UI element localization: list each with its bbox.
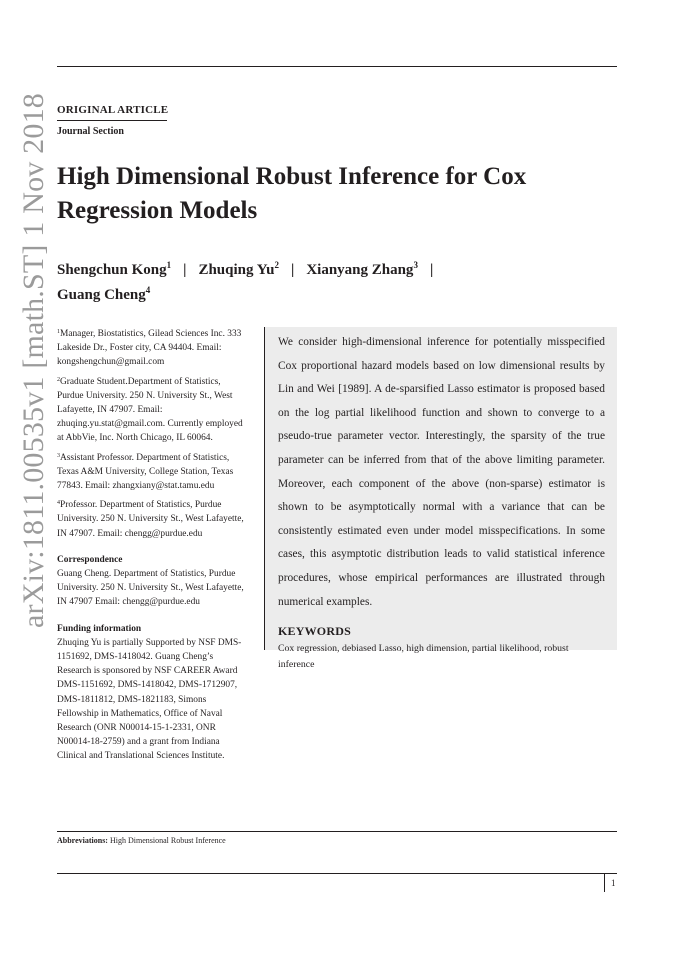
affiliation xyxy=(57,327,249,370)
affiliations-column xyxy=(57,327,249,764)
author-separator: | xyxy=(291,262,295,278)
journal-section: Journal Section xyxy=(57,126,124,137)
abbreviations-label: Abbreviations: xyxy=(57,836,108,845)
article-type-underline xyxy=(57,120,167,121)
affiliation-sup: 4 xyxy=(57,500,60,507)
abbreviations-line xyxy=(57,836,226,845)
footer-rule-lower xyxy=(57,873,617,874)
funding-heading: Funding information xyxy=(57,623,142,634)
correspondence-text: Guang Cheng. Department of Statistics, Purdue University. 250 N. University St., West Lafayette, IN 47907 Email: chengg@purdue.edu xyxy=(57,569,244,608)
funding-text: Zhuqing Yu is partially Supported by NSF DMS-1151692, DMS-1418042. Guang Cheng’s Research is sponsored by NSF CAREER Award DMS-1151692, DMS-1418042, DMS-1712907, DMS-1811812, DMS-1821183, Simons Fellowship in Mathematics, Office of Naval Research (ONR N00014-15-1-2331, ONR N00014-18-2759) and a grant from Indiana Clinical and Translational Sciences Institute. xyxy=(57,637,242,762)
top-rule xyxy=(57,66,617,67)
author-sup: 1 xyxy=(166,260,172,270)
author-name[interactable]: Xianyang Zhang xyxy=(306,262,414,278)
affiliation-text: Manager, Biostatistics, Gilead Sciences Inc. 333 Lakeside Dr., Foster city, CA 94404. Email: kongshengchun@gmail.com xyxy=(57,329,242,368)
author-sup: 2 xyxy=(274,260,279,270)
keywords-text: Cox regression, debiased Lasso, high dimension, partial likelihood, robust inference xyxy=(278,643,569,671)
affiliation xyxy=(57,451,249,494)
page-number: 1 xyxy=(611,878,616,888)
affiliation-sup: 3 xyxy=(57,452,60,459)
author-name[interactable]: Shengchun Kong xyxy=(57,262,167,278)
affiliation-text: Graduate Student.Department of Statistics, Purdue University. 250 N. University St., West Lafayette, IN 47907. Email: zhuqing.yu.stat@gmail.com. Currently employed at AbbVie, Inc. North Chicago, IL 60064. xyxy=(57,376,243,444)
author-separator: | xyxy=(429,262,434,278)
author-sup: 3 xyxy=(413,260,418,270)
author-name[interactable]: Guang Cheng xyxy=(57,287,146,303)
affiliation xyxy=(57,498,249,541)
correspondence-heading: Correspondence xyxy=(57,554,123,565)
affiliation-text: Professor. Department of Statistics, Purdue University. 250 N. University St., West Lafayette, IN 47907. Email: chengg@purdue.edu xyxy=(57,500,244,539)
author-list xyxy=(57,258,527,308)
footer-rule-upper xyxy=(57,831,617,832)
abstract-text: We consider high-dimensional inference for potentially misspecified Cox proportional hazard models based on low dimensional results by Lin and Wei [1989]. A de-sparsified Lasso estimator is proposed based on the log partial likelihood function and shown to converge to a pseudo-true parameter vector. Interestingly, the sparsity of the true parameter can be inferred from that of the above limiting parameter. Moreover, each component of the above (non-sparse) estimator is shown to be asymptotically normal with a variance that can be consistently estimated even under model misspecifications. In some cases, this asymptotic distribution leads to valid statistical inference procedures, whose empirical performances are illustrated through numerical examples. xyxy=(278,336,605,608)
author-separator: | xyxy=(183,262,187,278)
affiliation-text: Assistant Professor. Department of Statistics, Texas A&M University, College Station, Texas 77843. Email: zhangxiany@stat.tamu.edu xyxy=(57,452,234,492)
affiliation xyxy=(57,375,249,446)
affiliation-sup: 1 xyxy=(57,329,60,335)
keywords-heading: KEYWORDS xyxy=(278,624,351,639)
author-sup: 4 xyxy=(145,285,151,295)
article-type: ORIGINAL ARTICLE xyxy=(57,104,169,116)
abbreviations-text: High Dimensional Robust Inference xyxy=(109,836,226,845)
arxiv-stamp: arXiv:1811.00535v1 [math.ST] 1 Nov 2018 xyxy=(17,93,50,628)
affiliation-sup: 2 xyxy=(57,376,60,383)
paper-title: High Dimensional Robust Inference for Cox Regression Models xyxy=(57,163,527,224)
author-name[interactable]: Zhuqing Yu xyxy=(198,262,275,278)
abstract-box xyxy=(264,327,617,671)
